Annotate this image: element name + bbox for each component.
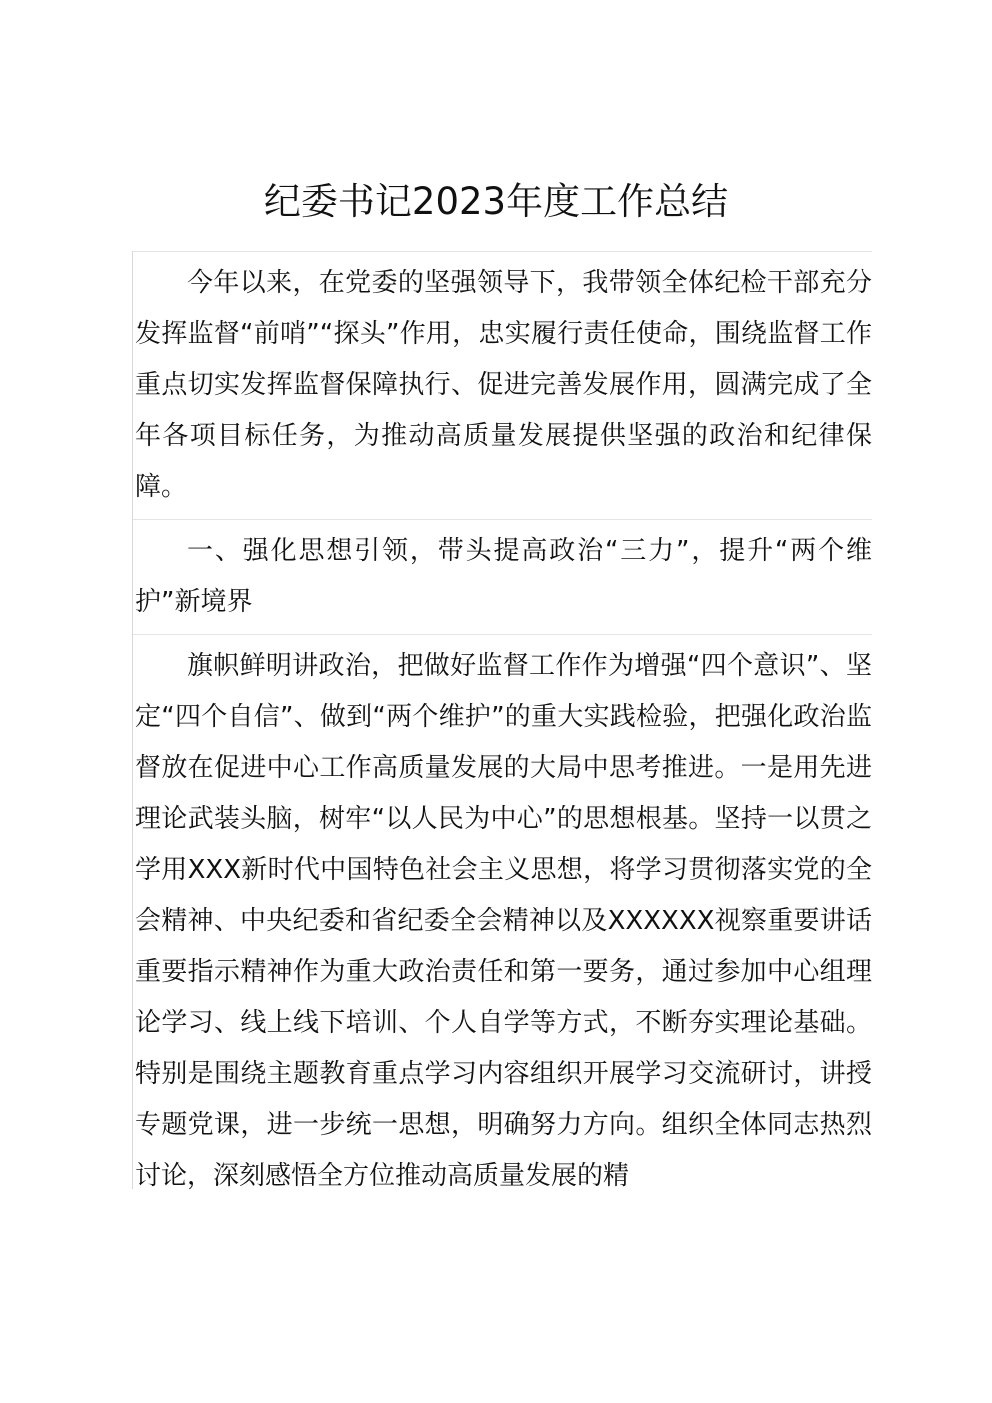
paragraph-intro: 今年以来，在党委的坚强领导下，我带领全体纪检干部充分发挥监督“前哨”“探头”作用，忠实履行责任使命，围绕监督工作重点切实发挥监督保障执行、促进完善发展作用，圆满完成了全年各项目标任务，为推动高质量发展提供坚强的政治和纪律保障。 bbox=[133, 251, 872, 519]
document-title: 纪委书记2023年度工作总结 bbox=[263, 180, 729, 223]
paragraph-section-1: 旗帜鲜明讲政治，把做好监督工作作为增强“四个意识”、坚定“四个自信”、做到“两个维护”的重大实践检验，把强化政治监督放在促进中心工作高质量发展的大局中思考推进。一是用先进理论武装头脑，树牢“以人民为中心”的思想根基。坚持一以贯之学用XXX新时代中国特色社会主义思想，将学习贯彻落实党的全会精神、中央纪委和省纪委全会精神以及XXXXXX视察重要讲话重要指示精神作为重大政治责任和第一要务，通过参加中心组理论学习、线上线下培训、个人自学等方式，不断夯实理论基础。特别是围绕主题教育重点学习内容组织开展学习交流研讨，讲授专题党课，进一步统一思想，明确努力方向。组织全体同志热烈讨论，深刻感悟全方位推动高质量发展的精 bbox=[133, 634, 872, 1208]
section-heading-1: 一、强化思想引领，带头提高政治“三力”，提升“两个维护”新境界 bbox=[133, 519, 872, 634]
document-body bbox=[132, 251, 872, 1189]
